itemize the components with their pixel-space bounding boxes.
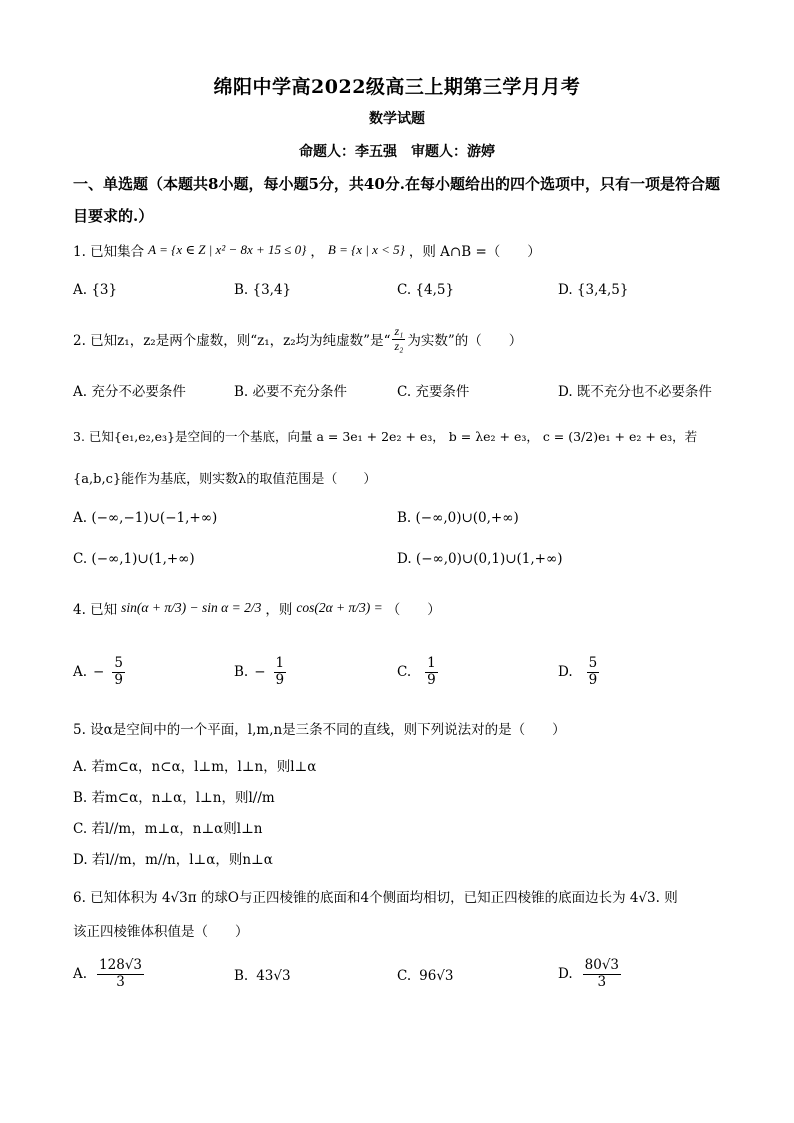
q4-tail: （ ） — [386, 602, 441, 618]
q1-option-b: B. {3,4} — [234, 282, 292, 298]
q4-expr-2: cos(2α + π/3) = — [296, 600, 383, 615]
q3-line-2: {a,b,c}能作为基底，则实数λ的取值范围是（ ） — [73, 472, 377, 487]
exam-authors: 命题人：李五强 审题人：游婷 — [299, 144, 495, 160]
q4-option-a: A. − $\frac{5}{9}$ — [73, 655, 123, 688]
q6-line-1: 6. 已知体积为 4√3π 的球O与正四棱锥的底面和4个侧面均相切，已知正四棱锥的底面边长为 4√3. 则 — [73, 890, 678, 906]
q4-lead: 4. 已知 — [73, 602, 118, 618]
q2-frac-den: z₂ — [394, 338, 404, 353]
q4-mid: ，则 — [265, 602, 293, 618]
q2-stem-a: 2. 已知z₁，z₂是两个虚数，则“z₁，z₂均为纯虚数”是“ — [73, 333, 391, 350]
q4-option-b: B. − $\frac{1}{9}$ — [234, 655, 285, 688]
q2-option-b: B. 必要不充分条件 — [234, 384, 348, 400]
q4-expr-1: sin(α + π/3) − sin α = 2/3 — [121, 600, 262, 615]
q6-option-d: D. $\frac{80√3}{3}$ — [558, 957, 620, 990]
q6-option-a: A. $\frac{128√3}{3}$ — [73, 957, 143, 990]
q5-option-b: B. 若m⊂α，n⊥α，l⊥n，则l//m — [73, 790, 275, 806]
q5-stem: 5. 设α是空间中的一个平面，l,m,n是三条不同的直线，则下列说法对的是（ ） — [73, 722, 566, 738]
section-heading: 一、单选题（本题共8小题，每小题5分，共40分.在每小题给出的四个选项中，只有一项是符合题目要求的.） — [73, 175, 720, 225]
q3-option-c: C. (−∞,1)∪(1,+∞) — [73, 551, 195, 567]
exam-subtitle: 数学试题 — [369, 111, 425, 127]
q1-set-b: B = {x | x < 5} — [327, 242, 405, 257]
q3-option-d: D. (−∞,0)∪(0,1)∪(1,+∞) — [397, 551, 563, 567]
q1-tail: ，则 A∩B =（ ） — [408, 244, 541, 260]
q5-option-a: A. 若m⊂α，n⊂α，l⊥m，l⊥n，则l⊥α — [73, 759, 317, 775]
q2-option-d: D. 既不充分也不必要条件 — [558, 384, 712, 400]
q5-option-c: C. 若l//m，m⊥α，n⊥α则l⊥n — [73, 821, 263, 837]
q2-fraction — [392, 325, 405, 354]
q3-line-1: 3. 已知{e₁,e₂,e₃}是空间的一个基底，向量 a = 3e₁ + 2e₂ + e₃， b = λe₂ + e₃， c = (3/2)e₁ + e₂ + e₃，若 — [73, 429, 698, 444]
q1-set-a: A = {x ∈ Z | x² − 8x + 15 ≤ 0} — [148, 242, 307, 257]
q1-option-a: A. {3} — [73, 282, 118, 298]
q4-option-d: D. $\frac{5}{9}$ — [558, 655, 598, 688]
q3-option-b: B. (−∞,0)∪(0,+∞) — [397, 510, 519, 526]
q2-option-c: C. 充要条件 — [397, 384, 470, 400]
exam-title: 绵阳中学高2022级高三上期第三学月月考 — [213, 76, 581, 98]
q2-stem-b: 为实数”的（ ） — [407, 333, 523, 350]
q3-option-a: A. (−∞,−1)∪(−1,+∞) — [73, 510, 218, 526]
question-4 — [73, 598, 441, 618]
q6-line-2: 该正四棱锥体积值是（ ） — [73, 924, 249, 940]
q2-frac-num: z₁ — [394, 324, 404, 338]
q1-option-c: C. {4,5} — [397, 282, 455, 298]
q1-lead: 1. 已知集合 — [73, 244, 145, 260]
question-1: 1. 已知集合 A = {x ∈ Z | x² − 8x + 15 ≤ 0} ， B = {x | x < 5} ，则 A∩B =（ ） — [73, 242, 541, 260]
q1-option-d: D. {3,4,5} — [558, 282, 629, 298]
q6-option-b: B. 43√3 — [234, 968, 291, 984]
q2-option-a: A. 充分不必要条件 — [73, 384, 186, 400]
q5-option-d: D. 若l//m，m//n，l⊥α，则n⊥α — [73, 852, 273, 868]
q4-option-c: C. $\frac{1}{9}$ — [397, 655, 436, 688]
q6-option-c: C. 96√3 — [397, 968, 454, 984]
question-2 — [73, 325, 522, 354]
